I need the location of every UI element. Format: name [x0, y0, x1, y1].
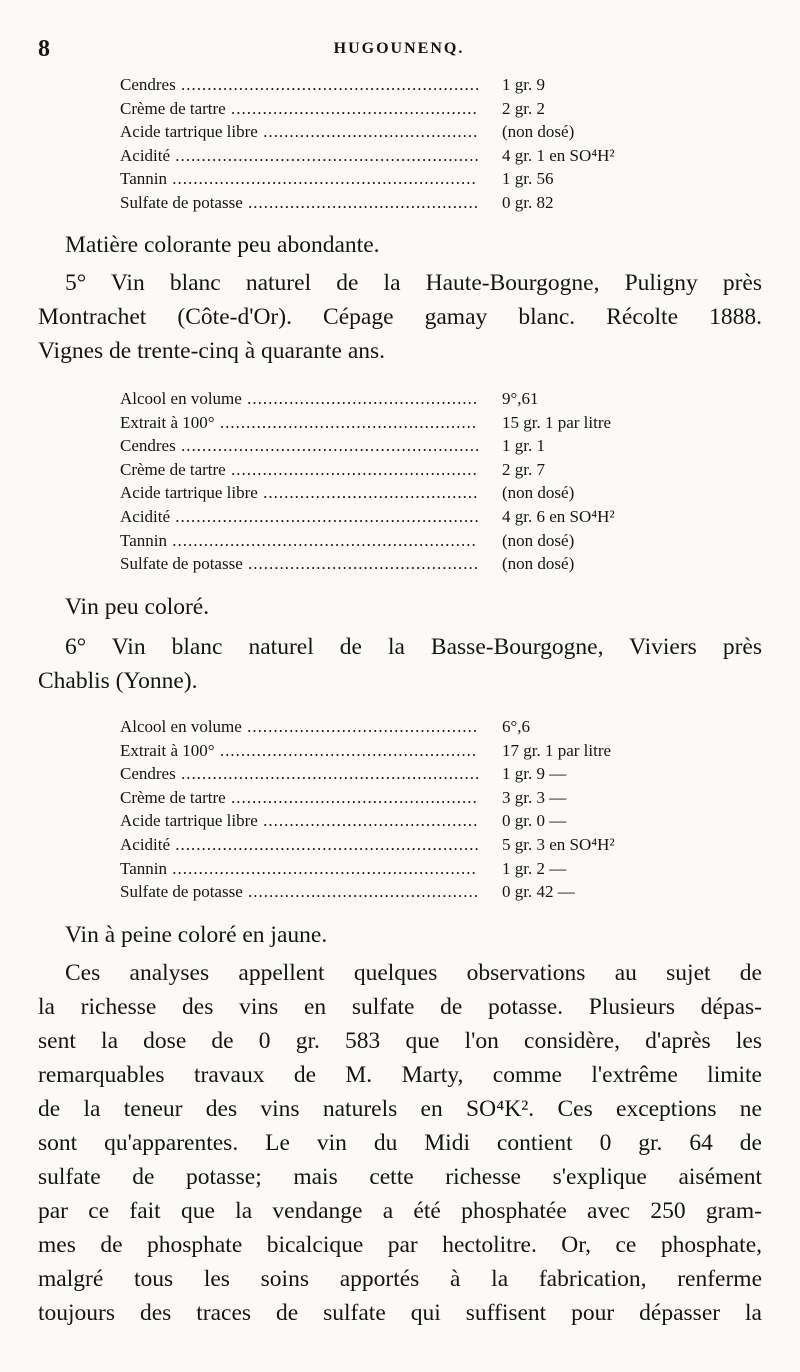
- table-row: [120, 387, 720, 411]
- paragraph: [38, 266, 762, 368]
- row-value: 1 gr. 9: [502, 75, 545, 94]
- table-row: [120, 120, 720, 144]
- paragraph: [38, 228, 762, 262]
- analysis-table-2: [120, 387, 720, 576]
- text-line: par ce fait que la vendange a été phosphatée avec 250 gram-: [38, 1198, 762, 1224]
- table-row: [120, 97, 720, 121]
- text-line: la richesse des vins en sulfate de potasse. Plusieurs dépas-: [38, 994, 762, 1020]
- row-label: Cendres .....: [120, 434, 478, 458]
- row-label: Acide tartrique libre .....: [120, 809, 478, 833]
- row-value: 1 gr. 56: [502, 169, 554, 189]
- row-label: Cendres .....: [120, 73, 478, 97]
- text-line: malgré tous les soins apportés à la fabrication, renferme: [38, 1266, 762, 1292]
- text-line: sent la dose de 0 gr. 583 que l'on considère, d'après les: [38, 1028, 762, 1054]
- table-row: [120, 73, 720, 97]
- table-row: [120, 144, 720, 168]
- table-row: [120, 458, 720, 482]
- text-line: Montrachet (Côte-d'Or). Cépage gamay blanc. Récolte 1888.: [38, 304, 762, 330]
- table-row: [120, 762, 720, 786]
- row-value: 9°,61: [502, 389, 539, 408]
- table-row: [120, 481, 720, 505]
- row-value: 1 gr. 2 —: [502, 858, 567, 878]
- text-line: Vin peu coloré.: [65, 594, 210, 620]
- row-value: 3 gr. 3 —: [502, 787, 567, 807]
- text-line: mes de phosphate bicalcique par hectolitre. Or, ce phosphate,: [38, 1232, 762, 1258]
- row-label: Tannin .....: [120, 857, 478, 881]
- paragraph: [38, 590, 762, 624]
- table-row: [120, 411, 720, 435]
- table-row: [120, 857, 720, 881]
- row-value: (non dosé): [502, 554, 575, 574]
- paragraph: [38, 918, 762, 952]
- row-label: Crème de tartre .....: [120, 458, 478, 482]
- text-line: de la teneur des vins naturels en SO⁴K². Ces exceptions ne: [38, 1096, 762, 1122]
- table-row: [120, 715, 720, 739]
- table-row: [120, 167, 720, 191]
- row-value: 17 gr. 1 par litre: [502, 740, 612, 760]
- text-line: Matière colorante peu abondante.: [65, 232, 380, 258]
- analysis-table-1: [120, 73, 720, 215]
- text-line: sont qu'apparentes. Le vin du Midi contient 0 gr. 64 de: [38, 1130, 762, 1156]
- row-value: 2 gr. 2: [502, 98, 545, 118]
- row-label: Sulfate de potasse .....: [120, 880, 478, 904]
- running-head: HUGOUNENQ.: [333, 40, 465, 57]
- row-label: Sulfate de potasse .....: [120, 552, 478, 576]
- row-value: 15 gr. 1 par litre: [502, 412, 612, 432]
- row-label: Extrait à 100° .....: [120, 739, 478, 763]
- row-value: 1 gr. 1: [502, 436, 545, 456]
- row-label: Acidité .....: [120, 833, 478, 857]
- row-value: 0 gr. 82: [502, 192, 554, 212]
- paragraph: [38, 630, 762, 698]
- row-value: (non dosé): [502, 122, 575, 142]
- page-number: 8: [38, 36, 50, 62]
- row-value: 6°,6: [502, 717, 531, 736]
- table-row: [120, 552, 720, 576]
- text-line: 5° Vin blanc naturel de la Haute-Bourgogne, Puligny près: [65, 270, 762, 296]
- row-value: 5 gr. 3 en SO⁴H²: [502, 834, 615, 854]
- row-label: Crème de tartre .....: [120, 97, 478, 121]
- text-line: 6° Vin blanc naturel de la Basse-Bourgogne, Viviers près: [65, 634, 762, 660]
- row-value: 0 gr. 42 —: [502, 882, 575, 902]
- row-label: Acidité .....: [120, 505, 478, 529]
- row-value: (non dosé): [502, 483, 575, 503]
- table-row: [120, 786, 720, 810]
- text-line: remarquables travaux de M. Marty, comme l'extrême limite: [38, 1062, 762, 1088]
- table-row: [120, 880, 720, 904]
- row-value: 0 gr. 0 —: [502, 811, 567, 831]
- analysis-table-3: [120, 715, 720, 904]
- row-label: Acide tartrique libre .....: [120, 481, 478, 505]
- text-line: Chablis (Yonne).: [38, 668, 198, 694]
- row-label: Acidité .....: [120, 144, 478, 168]
- row-label: Tannin .....: [120, 167, 478, 191]
- row-label: Acide tartrique libre .....: [120, 120, 478, 144]
- row-label: Sulfate de potasse .....: [120, 191, 478, 215]
- table-row: [120, 434, 720, 458]
- row-label: Alcool en volume .....: [120, 387, 478, 411]
- row-label: Crème de tartre .....: [120, 786, 478, 810]
- table-row: [120, 505, 720, 529]
- row-value: (non dosé): [502, 530, 575, 550]
- text-line: Ces analyses appellent quelques observations au sujet de: [65, 960, 762, 986]
- table-row: [120, 529, 720, 553]
- row-value: 2 gr. 7: [502, 459, 545, 479]
- row-label: Extrait à 100° .....: [120, 411, 478, 435]
- table-row: [120, 809, 720, 833]
- table-row: [120, 191, 720, 215]
- paragraph: [38, 956, 762, 1330]
- text-line: Vignes de trente-cinq à quarante ans.: [38, 338, 386, 364]
- row-value: 4 gr. 1 en SO⁴H²: [502, 145, 615, 165]
- row-label: Cendres .....: [120, 762, 478, 786]
- page-header: [38, 36, 760, 62]
- row-value: 1 gr. 9 —: [502, 764, 567, 784]
- text-line: Vin à peine coloré en jaune.: [65, 922, 328, 948]
- text-line: toujours des traces de sulfate qui suffisent pour dépasser la: [38, 1300, 762, 1326]
- row-label: Tannin .....: [120, 529, 478, 553]
- row-value: 4 gr. 6 en SO⁴H²: [502, 506, 615, 526]
- table-row: [120, 833, 720, 857]
- table-row: [120, 739, 720, 763]
- row-label: Alcool en volume .....: [120, 715, 478, 739]
- text-line: sulfate de potasse; mais cette richesse s'explique aisément: [38, 1164, 762, 1190]
